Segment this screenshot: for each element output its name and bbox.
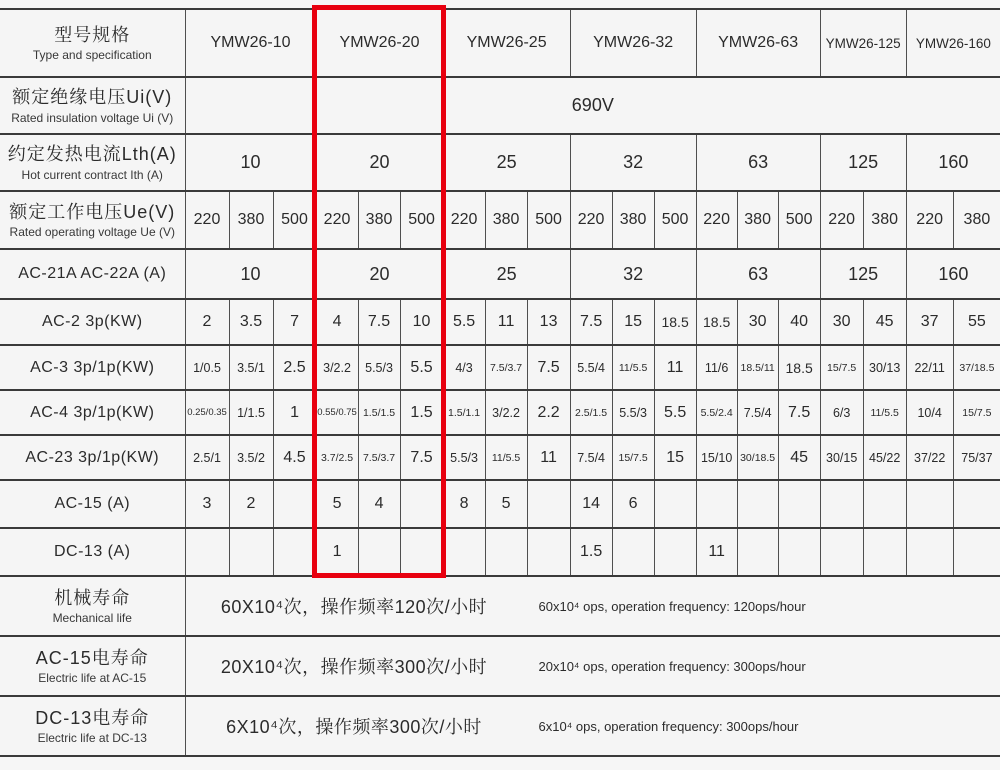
spec-cell: 14 [570, 480, 612, 528]
spec-cell: 380 [737, 191, 778, 249]
row-label [0, 390, 185, 435]
model-name: YMW26-63 [718, 34, 799, 51]
spec-cell: 10 [185, 249, 316, 299]
spec-cell: 32 [570, 134, 696, 191]
spec-cell: 11 [527, 435, 570, 480]
life-text [186, 593, 1000, 619]
spec-cell: 2.2 [527, 390, 570, 435]
row-label [0, 576, 185, 636]
spec-cell: 380 [485, 191, 527, 249]
spec-cell: 500 [273, 191, 316, 249]
spec-cell: 500 [400, 191, 443, 249]
spec-cell: 5.5/3 [358, 345, 400, 390]
spec-cell [185, 528, 229, 576]
spec-row [0, 435, 1000, 480]
spec-row [0, 576, 1000, 636]
spec-cell: 2.5/1.5 [570, 390, 612, 435]
spec-cell [863, 528, 906, 576]
spec-cell: 125 [820, 134, 906, 191]
spec-cell: 220 [696, 191, 737, 249]
spec-row [0, 77, 1000, 134]
spec-cell [229, 528, 273, 576]
spec-cell: 7.5/3.7 [358, 435, 400, 480]
spec-cell [696, 480, 737, 528]
spec-cell [953, 480, 1000, 528]
life-text-en: 6x10⁴ ops, operation frequency: 300ops/hour [538, 718, 799, 734]
spec-cell: 5.5 [443, 299, 485, 345]
spec-cell: 10 [185, 134, 316, 191]
spec-cell: 11 [485, 299, 527, 345]
spec-cell: 15/10 [696, 435, 737, 480]
spec-cell: 15/7.5 [612, 435, 654, 480]
spec-cell [778, 480, 820, 528]
spec-cell [273, 528, 316, 576]
spec-cell: 30/18.5 [737, 435, 778, 480]
spec-cell: 5 [316, 480, 358, 528]
spec-cell: 7.5/3.7 [485, 345, 527, 390]
life-text [186, 713, 1000, 739]
spec-cell [820, 528, 863, 576]
spec-cell: 220 [185, 191, 229, 249]
model-header [185, 9, 316, 77]
spec-row [0, 299, 1000, 345]
spec-cell: 3 [185, 480, 229, 528]
row-label-text: AC-15 (A) [54, 495, 131, 512]
spec-cell: 5.5/3 [443, 435, 485, 480]
row-label [0, 299, 185, 345]
row-label [0, 345, 185, 390]
spec-cell: 45 [778, 435, 820, 480]
spec-cell [527, 480, 570, 528]
spec-cell: 380 [612, 191, 654, 249]
spec-cell: 7.5/4 [570, 435, 612, 480]
spec-cell: 13 [527, 299, 570, 345]
spec-cell: 30 [737, 299, 778, 345]
model-header [443, 9, 570, 77]
spec-cell: 11/6 [696, 345, 737, 390]
spec-cell: 0.25/0.35 [185, 390, 229, 435]
spec-cell: 4.5 [273, 435, 316, 480]
spec-cell: 3.5/1 [229, 345, 273, 390]
spec-cell: 5.5/2.4 [696, 390, 737, 435]
life-text-zh: 60X10⁴次，操作频率120次/小时 [220, 597, 488, 617]
row-label [0, 77, 185, 134]
row-label [0, 134, 185, 191]
model-header [696, 9, 820, 77]
spec-cell: 7 [273, 299, 316, 345]
spec-cell: 690V [185, 77, 1000, 134]
row-label-text: AC-23 3p/1p(KW) [25, 448, 160, 466]
spec-cell: 6 [612, 480, 654, 528]
spec-cell [820, 480, 863, 528]
row-label-text: AC-4 3p/1p(KW) [30, 403, 155, 421]
spec-cell [443, 528, 485, 576]
spec-cell [485, 528, 527, 576]
spec-cell: 500 [527, 191, 570, 249]
spec-cell: 30/13 [863, 345, 906, 390]
type-spec-label [0, 9, 185, 77]
spec-cell [778, 528, 820, 576]
spec-cell: 11/5.5 [863, 390, 906, 435]
spec-cell: 55 [953, 299, 1000, 345]
spec-cell: 7.5 [358, 299, 400, 345]
spec-cell [273, 480, 316, 528]
spec-cell: 5.5/4 [570, 345, 612, 390]
spec-cell [906, 528, 953, 576]
spec-cell: 1.5 [400, 390, 443, 435]
row-label [0, 528, 185, 576]
spec-cell: 8 [443, 480, 485, 528]
spec-row [0, 191, 1000, 249]
row-label-text: AC-21A AC-22A (A) [18, 265, 167, 282]
spec-cell: 10/4 [906, 390, 953, 435]
spec-cell: 18.5 [654, 299, 696, 345]
spec-cell: 20 [316, 134, 443, 191]
spec-cell: 45/22 [863, 435, 906, 480]
spec-cell: 220 [316, 191, 358, 249]
spec-cell: 380 [358, 191, 400, 249]
spec-row [0, 390, 1000, 435]
spec-cell: 2.5 [273, 345, 316, 390]
row-label-text: AC-2 3p(KW) [41, 313, 143, 330]
spec-row [0, 249, 1000, 299]
spec-cell: 220 [570, 191, 612, 249]
row-label-text: DC-13 (A) [53, 543, 131, 560]
spec-cell: 2 [229, 480, 273, 528]
spec-cell: 15/7.5 [953, 390, 1000, 435]
spec-cell [654, 528, 696, 576]
spec-cell: 160 [906, 134, 1000, 191]
header-row [0, 9, 1000, 77]
spec-cell: 11/5.5 [485, 435, 527, 480]
spec-cell: 1/1.5 [229, 390, 273, 435]
spec-cell: 7.5 [778, 390, 820, 435]
spec-cell: 4 [316, 299, 358, 345]
spec-cell [527, 528, 570, 576]
model-name: YMW26-25 [466, 34, 547, 51]
model-header [570, 9, 696, 77]
spec-cell [612, 528, 654, 576]
spec-row [0, 696, 1000, 756]
spec-cell: 15 [612, 299, 654, 345]
spec-cell: 380 [863, 191, 906, 249]
row-label-text: AC-3 3p/1p(KW) [30, 358, 155, 376]
spec-table [0, 8, 1000, 757]
spec-cell: 3/2.2 [316, 345, 358, 390]
spec-cell: 45 [863, 299, 906, 345]
row-label-en: Hot current contract Ith (A) [21, 167, 163, 182]
spec-cell: 75/37 [953, 435, 1000, 480]
row-label-zh: 额定工作电压Ue(V) [9, 201, 176, 222]
row-label [0, 249, 185, 299]
spec-cell: 500 [778, 191, 820, 249]
spec-cell: 11/5.5 [612, 345, 654, 390]
spec-cell: 0.55/0.75 [316, 390, 358, 435]
spec-cell: 1 [273, 390, 316, 435]
spec-cell: 25 [443, 134, 570, 191]
spec-cell: 220 [906, 191, 953, 249]
spec-cell: 7.5 [527, 345, 570, 390]
spec-cell: 7.5/4 [737, 390, 778, 435]
spec-cell: 3.5/2 [229, 435, 273, 480]
model-header [820, 9, 906, 77]
spec-cell: 3/2.2 [485, 390, 527, 435]
spec-cell: 37 [906, 299, 953, 345]
spec-cell: 125 [820, 249, 906, 299]
spec-cell [400, 480, 443, 528]
spec-cell: 15/7.5 [820, 345, 863, 390]
life-text-en: 20x10⁴ ops, operation frequency: 300ops/hour [538, 658, 806, 674]
spec-cell: 11 [696, 528, 737, 576]
spec-cell: 380 [953, 191, 1000, 249]
life-cell [185, 696, 1000, 756]
model-header [316, 9, 443, 77]
type-spec-label-zh: 型号规格 [54, 24, 131, 45]
row-label-en: Mechanical life [52, 611, 132, 626]
spec-cell: 15 [654, 435, 696, 480]
row-label [0, 696, 185, 756]
spec-cell: 380 [229, 191, 273, 249]
spec-cell [906, 480, 953, 528]
spec-cell: 5.5 [654, 390, 696, 435]
spec-cell [863, 480, 906, 528]
table-header [0, 9, 1000, 77]
spec-cell: 1.5/1.1 [443, 390, 485, 435]
life-cell [185, 576, 1000, 636]
life-text-zh: 20X10⁴次，操作频率300次/小时 [220, 657, 488, 677]
spec-cell: 7.5 [400, 435, 443, 480]
row-label-en: Rated insulation voltage Ui (V) [11, 110, 174, 125]
spec-cell: 30 [820, 299, 863, 345]
spec-cell: 5 [485, 480, 527, 528]
row-label-en: Rated operating voltage Ue (V) [9, 225, 175, 240]
spec-cell [358, 528, 400, 576]
life-cell [185, 636, 1000, 696]
spec-cell: 18.5 [778, 345, 820, 390]
spec-cell: 4/3 [443, 345, 485, 390]
row-label-zh: 额定绝缘电压Ui(V) [12, 87, 173, 108]
spec-cell: 18.5 [696, 299, 737, 345]
spec-cell: 1.5 [570, 528, 612, 576]
model-name: YMW26-125 [825, 35, 901, 51]
model-name: YMW26-20 [339, 34, 420, 51]
row-label [0, 435, 185, 480]
model-header [906, 9, 1000, 77]
spec-cell: 6/3 [820, 390, 863, 435]
row-label-zh: AC-15电寿命 [35, 647, 149, 668]
life-text-en: 60x10⁴ ops, operation frequency: 120ops/hour [538, 598, 806, 614]
row-label-en: Electric life at DC-13 [37, 731, 147, 746]
spec-cell [400, 528, 443, 576]
spec-cell: 2.5/1 [185, 435, 229, 480]
spec-row [0, 134, 1000, 191]
model-name: YMW26-32 [593, 34, 674, 51]
life-text-zh: 6X10⁴次，操作频率300次/小时 [226, 717, 482, 737]
table-body [0, 77, 1000, 756]
spec-row [0, 480, 1000, 528]
spec-cell: 20 [316, 249, 443, 299]
spec-cell: 11 [654, 345, 696, 390]
spec-row [0, 345, 1000, 390]
spec-cell: 5.5 [400, 345, 443, 390]
spec-cell: 160 [906, 249, 1000, 299]
model-name: YMW26-160 [915, 35, 991, 51]
row-label-zh: 约定发热电流Lth(A) [7, 144, 177, 165]
spec-cell [737, 480, 778, 528]
row-label-en: Electric life at AC-15 [38, 671, 147, 686]
spec-cell: 4 [358, 480, 400, 528]
spec-cell: 25 [443, 249, 570, 299]
spec-row [0, 636, 1000, 696]
spec-cell: 3.7/2.5 [316, 435, 358, 480]
spec-cell: 63 [696, 249, 820, 299]
spec-cell: 1.5/1.5 [358, 390, 400, 435]
row-label [0, 636, 185, 696]
spec-cell: 1/0.5 [185, 345, 229, 390]
spec-cell: 37/18.5 [953, 345, 1000, 390]
row-label [0, 191, 185, 249]
row-label-zh: DC-13电寿命 [35, 707, 150, 728]
spec-cell: 32 [570, 249, 696, 299]
spec-cell [654, 480, 696, 528]
spec-cell [953, 528, 1000, 576]
spec-cell: 37/22 [906, 435, 953, 480]
spec-cell: 63 [696, 134, 820, 191]
spec-cell: 30/15 [820, 435, 863, 480]
spec-cell: 220 [443, 191, 485, 249]
spec-cell: 40 [778, 299, 820, 345]
spec-cell: 10 [400, 299, 443, 345]
model-name: YMW26-10 [210, 34, 291, 51]
life-text [186, 653, 1000, 679]
spec-cell: 22/11 [906, 345, 953, 390]
spec-row [0, 528, 1000, 576]
spec-cell: 7.5 [570, 299, 612, 345]
row-label [0, 480, 185, 528]
row-label-zh: 机械寿命 [54, 587, 131, 608]
spec-cell: 1 [316, 528, 358, 576]
spec-cell: 220 [820, 191, 863, 249]
spec-cell: 3.5 [229, 299, 273, 345]
type-spec-label-en: Type and specification [32, 48, 152, 63]
spec-cell: 500 [654, 191, 696, 249]
spec-cell: 5.5/3 [612, 390, 654, 435]
spec-cell: 18.5/11 [737, 345, 778, 390]
spec-cell [737, 528, 778, 576]
spec-cell: 2 [185, 299, 229, 345]
